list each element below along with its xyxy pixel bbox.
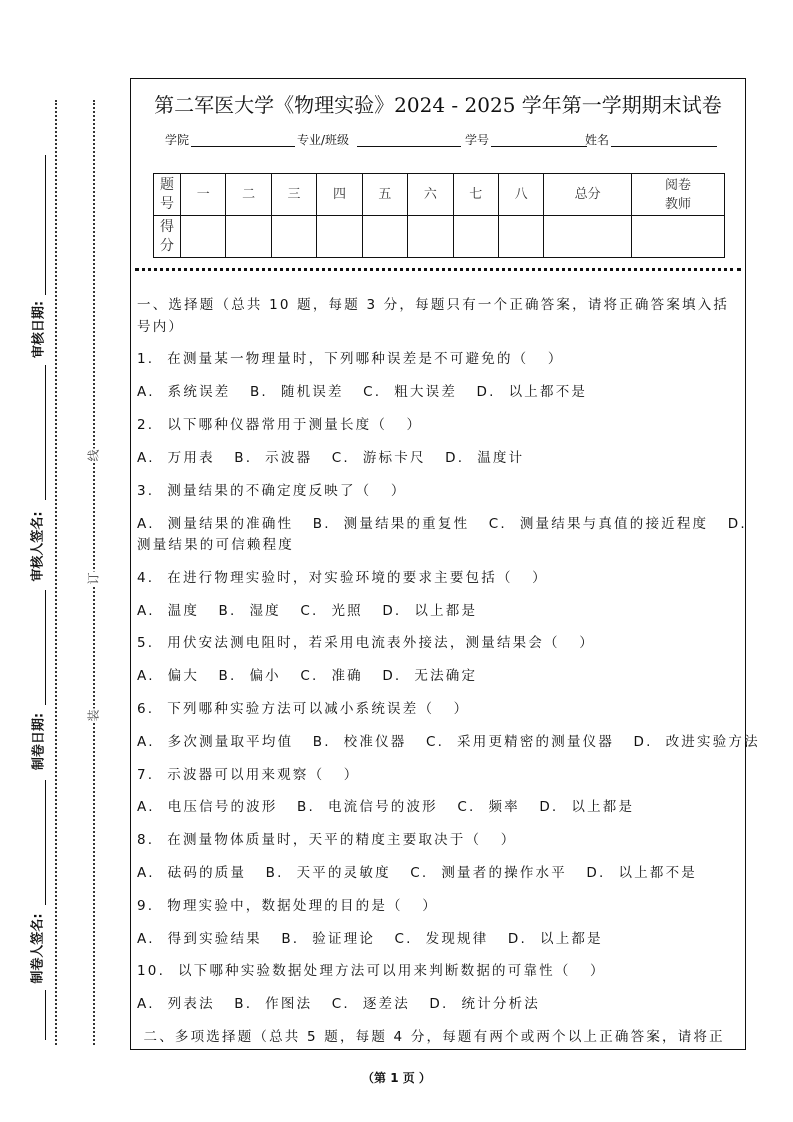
compiler-signature-label: 制卷人签名:: [30, 913, 46, 984]
question-text: 7. 示波器可以用来观察（ ）: [137, 767, 360, 783]
question-text: 3. 测量结果的不确定度反映了（ ）: [137, 483, 407, 499]
score-cell[interactable]: [362, 216, 407, 258]
major-class-field[interactable]: [357, 146, 461, 147]
exam-frame: [130, 78, 760, 1050]
question-text: 2. 以下哪种仪器常用于测量长度（ ）: [137, 417, 423, 433]
signature-line: [45, 780, 46, 905]
score-table: [153, 173, 725, 258]
score-label: 得分: [160, 218, 174, 254]
score-cell[interactable]: [498, 216, 543, 258]
question-text: 10. 以下哪种实验数据处理方法可以用来判断数据的可靠性（ ）: [137, 963, 606, 979]
section-heading: 一、选择题（总共 10 题，每题 3 分，每题只有一个正确答案，请将正确答案填入括: [137, 297, 730, 313]
question-number-label: 题号: [160, 176, 174, 212]
score-cell[interactable]: [317, 216, 362, 258]
page-number: （第 1 页 ）: [362, 1071, 431, 1085]
score-cell[interactable]: [181, 216, 226, 258]
score-cell[interactable]: [453, 216, 498, 258]
answer-options: A. 系统误差 B. 随机误差 C. 粗大误差 D. 以上都不是: [137, 384, 588, 400]
row-label: [154, 216, 181, 258]
question-text: 6. 下列哪种实验方法可以减小系统误差（ ）: [137, 701, 470, 717]
question-text: 4. 在进行物理实验时，对实验环境的要求主要包括（ ）: [137, 570, 548, 586]
column-header: [632, 174, 725, 216]
column-header: 总分: [544, 174, 632, 216]
column-header: 一: [181, 174, 226, 216]
major-class-label: 专业/班级: [297, 133, 350, 147]
score-cell[interactable]: [408, 216, 453, 258]
question-text: 5. 用伏安法测电阻时，若采用电流表外接法，测量结果会（ ）: [137, 635, 595, 651]
signature-line: [45, 155, 46, 295]
answer-options: A. 测量结果的准确性 B. 测量结果的重复性 C. 测量结果与真值的接近程度 D.: [137, 516, 747, 532]
binding-mark-zhuang: 装: [86, 709, 101, 722]
answer-options: A. 多次测量取平均值 B. 校准仪器 C. 采用更精密的测量仪器 D. 改进实验方法: [137, 734, 760, 750]
column-header: 八: [498, 174, 543, 216]
answer-options: 测量结果的可信赖程度: [137, 537, 294, 553]
question-text: 1. 在测量某一物理量时，下列哪种误差是不可避免的（ ）: [137, 351, 564, 367]
score-cell[interactable]: [632, 216, 725, 258]
score-cell[interactable]: [544, 216, 632, 258]
grader-label: 阅卷教师: [664, 177, 691, 212]
question-text: 8. 在测量物体质量时，天平的精度主要取决于（ ）: [137, 832, 517, 848]
review-date-label: 审核日期:: [31, 300, 47, 359]
section-separator: [135, 268, 741, 271]
answer-options: A. 温度 B. 湿度 C. 光照 D. 以上都是: [137, 603, 478, 619]
student-id-field[interactable]: [491, 146, 587, 147]
answer-options: A. 偏大 B. 偏小 C. 准确 D. 无法确定: [137, 668, 478, 684]
college-field[interactable]: [191, 146, 295, 147]
row-label: [154, 174, 181, 216]
column-header: 四: [317, 174, 362, 216]
name-label: 姓名: [585, 133, 610, 147]
score-cell[interactable]: [226, 216, 271, 258]
section-heading: 二、多项选择题（总共 5 题，每题 4 分，每题有两个或两个以上正确答案，请将正: [137, 1029, 725, 1045]
score-cell[interactable]: [271, 216, 316, 258]
college-label: 学院: [165, 133, 190, 147]
answer-options: A. 得到实验结果 B. 验证理论 C. 发现规律 D. 以上都是: [137, 931, 603, 947]
answer-options: A. 万用表 B. 示波器 C. 游标卡尺 D. 温度计: [137, 450, 525, 466]
student-id-label: 学号: [465, 133, 490, 147]
column-header: 六: [408, 174, 453, 216]
column-header: 七: [453, 174, 498, 216]
exam-title: 第二军医大学《物理实验》2024 - 2025 学年第一学期期末试卷: [154, 93, 722, 117]
section-heading: 号内）: [137, 319, 185, 335]
signature-line: [45, 590, 46, 705]
answer-options: A. 列表法 B. 作图法 C. 逐差法 D. 统计分析法: [137, 996, 540, 1012]
score-row: [154, 216, 725, 258]
binding-mark-xian: 线: [86, 449, 101, 462]
column-header: 三: [271, 174, 316, 216]
question-text: 9. 物理实验中，数据处理的目的是（ ）: [137, 898, 438, 914]
signature-line: [45, 990, 46, 1040]
compile-date-label: 制卷日期:: [31, 712, 47, 771]
question-number-row: [154, 174, 725, 216]
answer-options: A. 电压信号的波形 B. 电流信号的波形 C. 频率 D. 以上都是: [137, 799, 635, 815]
column-header: 五: [362, 174, 407, 216]
name-field[interactable]: [611, 146, 717, 147]
answer-options: A. 砝码的质量 B. 天平的灵敏度 C. 测量者的操作水平 D. 以上都不是: [137, 865, 697, 881]
binding-mark-ding: 订: [86, 572, 101, 585]
column-header: 二: [226, 174, 271, 216]
reviewer-signature-label: 审核人签名:: [30, 511, 46, 582]
binding-dotted-line-outer: [55, 100, 57, 1045]
signature-line: [45, 365, 46, 500]
